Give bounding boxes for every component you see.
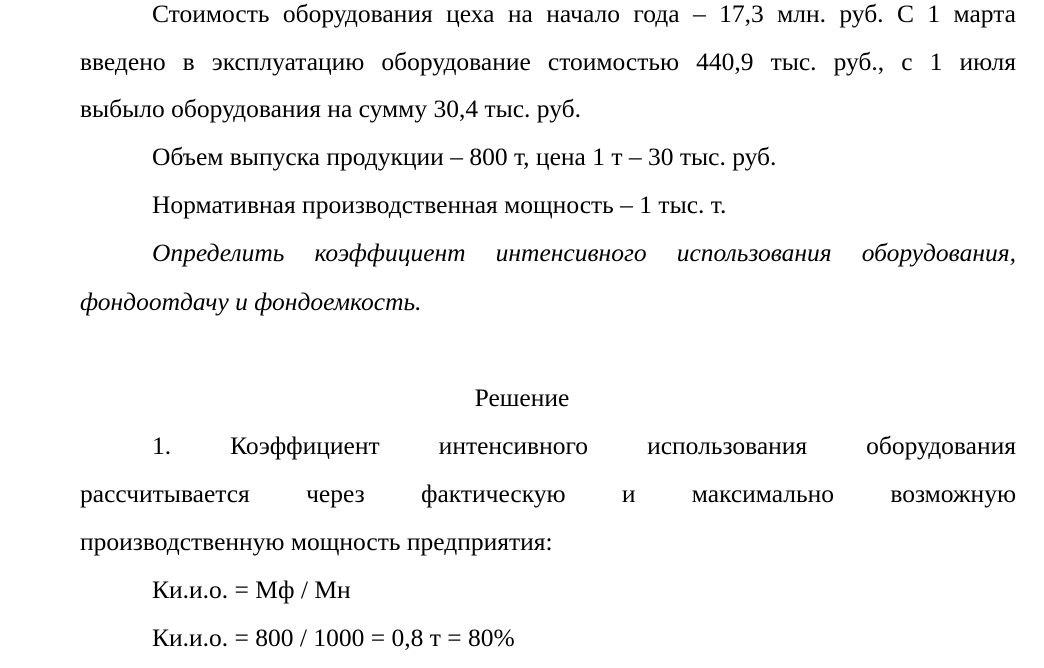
paragraph-equipment-cost-line-2 [80, 42, 1016, 82]
task-statement-line-1 [152, 233, 1016, 273]
word: фактическую [420, 479, 566, 508]
word: рассчитывается [80, 479, 250, 508]
word: использования [647, 431, 808, 460]
step-1-line-1 [152, 426, 1016, 466]
word: использования [676, 238, 832, 267]
word: и [621, 479, 636, 508]
word: Коэффициент [230, 431, 380, 460]
solution-heading: Решение [474, 383, 570, 412]
step-1-line-3: производственную мощность предприятия: [80, 527, 553, 556]
formula-intensive-use: Ки.и.о. = Мф / Мн [152, 575, 351, 604]
word: оборудования [866, 431, 1016, 460]
word: эксплуатацию [211, 47, 365, 76]
paragraph-normative-capacity: Нормативная производственная мощность – 1 тыс. т. [152, 190, 727, 219]
word: максимально [691, 479, 835, 508]
word: через [306, 479, 365, 508]
word: введено [80, 47, 166, 76]
word: года [633, 0, 680, 28]
word: 1 [929, 47, 943, 76]
word: оборудования, [861, 238, 1016, 267]
word: с [901, 47, 913, 76]
word: – [692, 0, 706, 28]
word: оборудования [282, 0, 433, 28]
word: млн. [777, 0, 826, 28]
word: стоимостью [547, 47, 680, 76]
word: возможную [890, 479, 1016, 508]
word: 1. [152, 431, 172, 460]
word: интенсивного [438, 431, 589, 460]
task-statement-line-2: фондоотдачу и фондоемкость. [80, 287, 422, 316]
word: на [507, 0, 533, 28]
word: Стоимость [152, 0, 270, 28]
word: 1 [927, 0, 941, 28]
paragraph-equipment-cost-line-3: выбыло оборудования на сумму 30,4 тыс. руб. [80, 94, 581, 123]
step-1-line-2 [80, 474, 1016, 514]
word: оборудование [381, 47, 531, 76]
word: руб., [833, 47, 885, 76]
word: июля [959, 47, 1016, 76]
word: 17,3 [719, 0, 764, 28]
word: 440,9 [696, 47, 754, 76]
word: Определить [152, 238, 285, 267]
paragraph-equipment-cost-line-1 [152, 0, 1016, 34]
word: тыс. [770, 47, 817, 76]
word: марта [953, 0, 1016, 28]
calculation-intensive-use: Ки.и.о. = 800 / 1000 = 0,8 т = 80% [152, 623, 515, 652]
word: интенсивного [495, 238, 647, 267]
paragraph-output-volume: Объем выпуска продукции – 800 т, цена 1 т – 30 тыс. руб. [152, 142, 777, 171]
word: в [182, 47, 195, 76]
word: коэффициент [314, 238, 466, 267]
word: начало [546, 0, 621, 28]
word: руб. [839, 0, 884, 28]
word: С [896, 0, 914, 28]
word: цеха [446, 0, 495, 28]
